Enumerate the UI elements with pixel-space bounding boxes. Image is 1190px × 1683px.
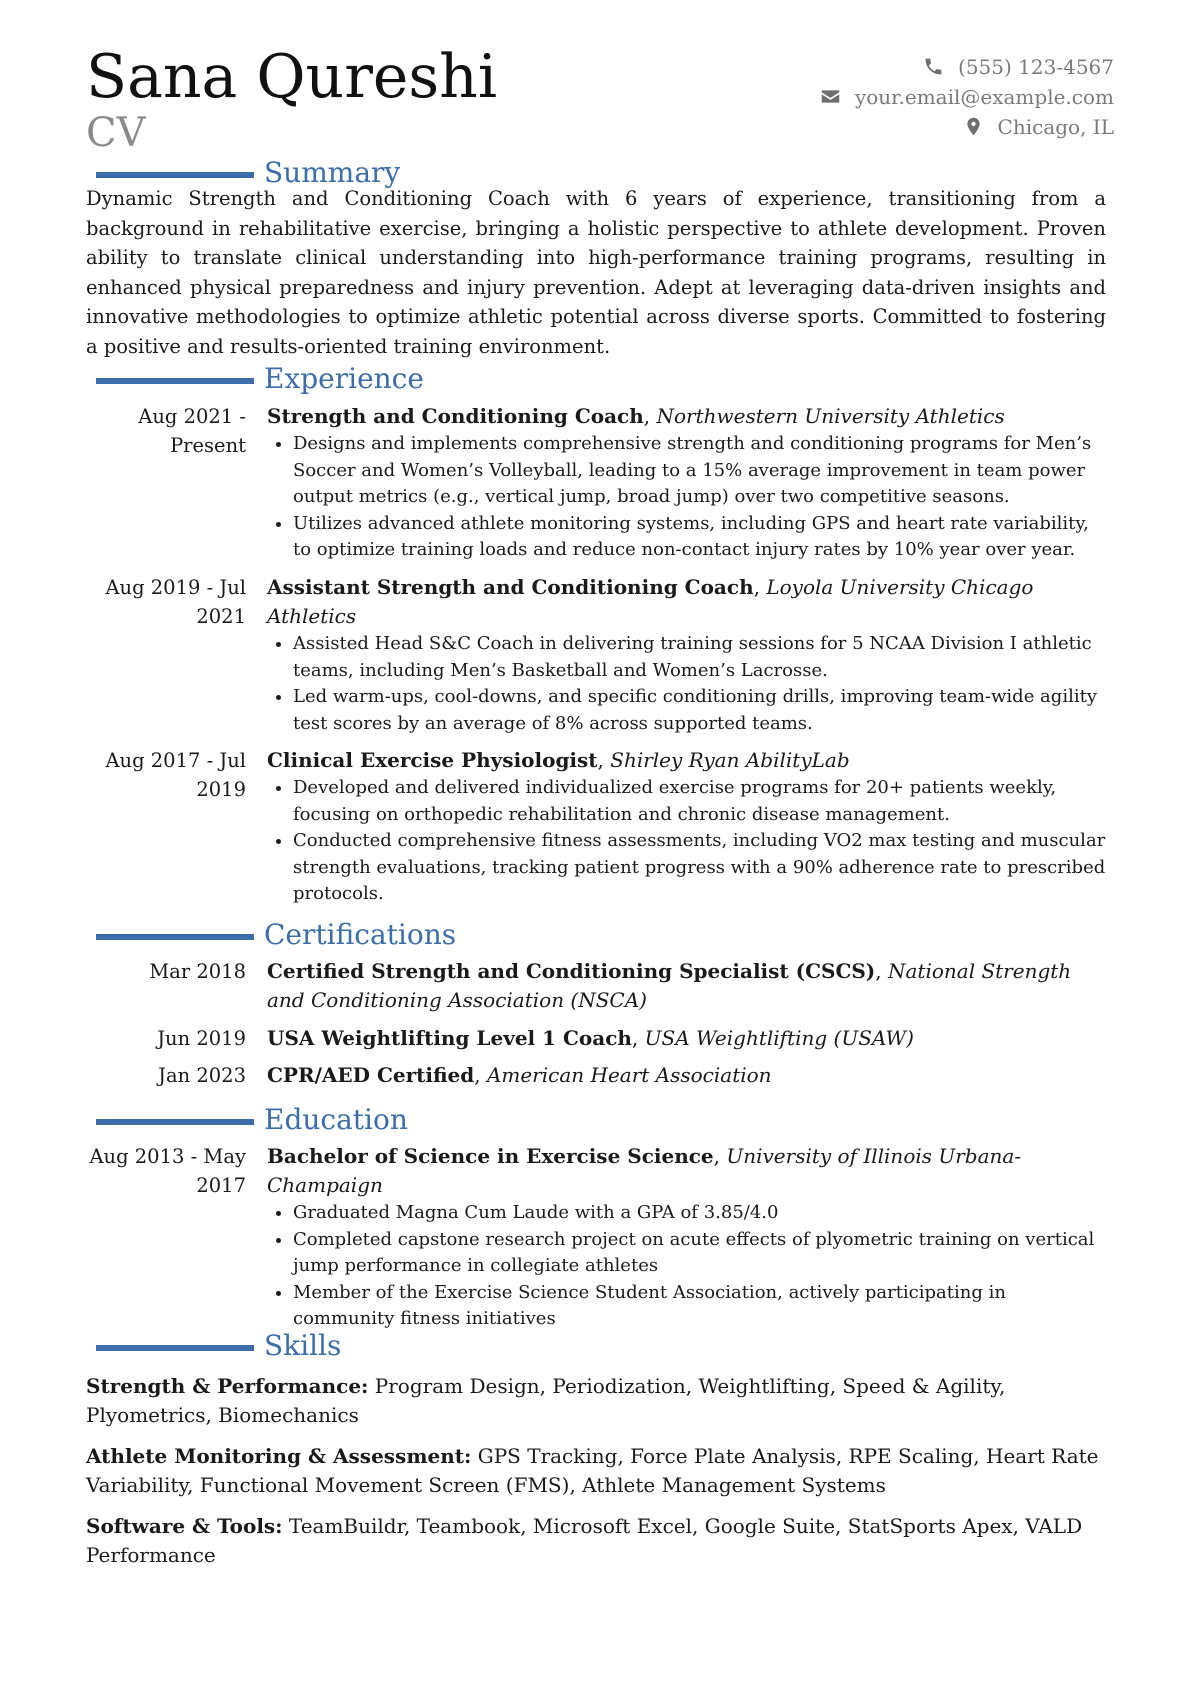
certification-name: USA Weightlifting Level 1 Coach	[267, 1026, 632, 1050]
skill-values: Program Design, Periodization, Weightlifting, Speed & Agility, Plyometrics, Biomechanics	[86, 1374, 1006, 1427]
list-item: • Designs and implements comprehensive strength and conditioning programs for Men’s Soccer and Women’s Volleyball, leading to a 15% average improvement in team power output metrics (e.g., vertical jump, broad jump) over two competitive seasons.	[293, 431, 1106, 511]
job-role: Strength and Conditioning Coach	[267, 404, 644, 428]
section-title: Experience	[264, 361, 424, 395]
entry-title: USA Weightlifting Level 1 Coach, USA Weightlifting (USAW)	[267, 1026, 914, 1050]
list-item: • Graduated Magna Cum Laude with a GPA of 3.85/4.0	[293, 1200, 1106, 1227]
skills-heading	[96, 1325, 341, 1365]
skill-row	[86, 1372, 1110, 1430]
skill-row	[86, 1442, 1110, 1500]
list-item: • Utilizes advanced athlete monitoring systems, including GPS and heart rate variability, to optimize training loads and reduce non-contact injury rates by 10% year over year.	[293, 511, 1106, 564]
skill-category: Athlete Monitoring & Assessment:	[86, 1444, 472, 1468]
map-pin-icon	[963, 116, 984, 137]
job-org: Northwestern University Athletics	[656, 404, 1005, 428]
skill-values: TeamBuildr, Teambook, Microsoft Excel, Google Suite, StatSports Apex, VALD Performance	[86, 1514, 1083, 1567]
location-text: Chicago, IL	[997, 115, 1114, 139]
entry-title: Assistant Strength and Conditioning Coach, Loyola University Chicago Athletics	[267, 575, 1034, 628]
list-item: • Member of the Exercise Science Student Association, actively participating in community fitness initiatives	[293, 1280, 1106, 1333]
bullet-list	[267, 775, 1106, 908]
contact-phone[interactable]	[820, 52, 1114, 82]
entry-date: Aug 2021 - Present	[138, 405, 246, 457]
entry-date: Aug 2019 - Jul 2021	[105, 576, 246, 628]
document-subtitle: CV	[86, 110, 146, 156]
skills-list	[86, 1372, 1110, 1582]
entry-date: Jun 2019	[157, 1027, 246, 1050]
entry-title: Certified Strength and Conditioning Specialist (CSCS), National Strength and Conditioning Association (NSCA)	[267, 959, 1072, 1012]
envelope-icon	[820, 86, 841, 107]
job-role: Assistant Strength and Conditioning Coach	[267, 575, 754, 599]
entry-date: Jan 2023	[158, 1064, 246, 1087]
degree-name: Bachelor of Science in Exercise Science	[267, 1144, 714, 1168]
entry-date: Aug 2013 - May 2017	[89, 1145, 246, 1197]
phone-text: (555) 123-4567	[958, 55, 1114, 79]
skill-category: Software & Tools:	[86, 1514, 283, 1538]
certification-org: National Strength and Conditioning Association (NSCA)	[267, 959, 1072, 1012]
list-item: • Conducted comprehensive fitness assessments, including VO2 max testing and muscular strength evaluations, tracking patient progress with a 90% adherence rate to prescribed protocols.	[293, 828, 1106, 908]
section-divider	[96, 1345, 254, 1351]
entry-title: CPR/AED Certified, American Heart Association	[267, 1063, 772, 1087]
section-title: Summary	[264, 155, 401, 189]
job-org: Loyola University Chicago Athletics	[267, 575, 1034, 628]
section-divider	[96, 934, 254, 940]
certifications-heading	[96, 914, 456, 954]
candidate-name: Sana Qureshi	[86, 42, 498, 112]
list-item: • Assisted Head S&C Coach in delivering training sessions for 5 NCAA Division I athletic teams, including Men’s Basketball and Women’s Lacrosse.	[293, 631, 1106, 684]
entry-date: Aug 2017 - Jul 2019	[105, 749, 246, 801]
section-title: Certifications	[264, 917, 457, 951]
certification-org: USA Weightlifting (USAW)	[644, 1026, 914, 1050]
phone-icon	[923, 56, 944, 77]
section-title: Skills	[264, 1328, 342, 1362]
bullet-list	[267, 631, 1106, 737]
bullet-list	[267, 431, 1106, 564]
job-org: Shirley Ryan AbilityLab	[610, 748, 850, 772]
entry-date: Mar 2018	[149, 960, 246, 983]
section-divider	[96, 378, 254, 384]
certification-name: CPR/AED Certified	[267, 1063, 475, 1087]
skill-category: Strength & Performance:	[86, 1374, 369, 1398]
list-item: • Completed capstone research project on acute effects of plyometric training on vertical jump performance in collegiate athletes	[293, 1227, 1106, 1280]
summary-text: Dynamic Strength and Conditioning Coach with 6 years of experience, transitioning from a background in rehabilitative exercise, bringing a holistic perspective to athlete development. Proven ability to translate clinical understanding into high-performance training programs, resulting in enhanced physical preparedness and injury prevention. Adept at leveraging data-driven insights and innovative methodologies to optimize athletic potential across diverse sports. Committed to fostering a positive and results-oriented training environment.	[86, 187, 1106, 358]
entry-title: Bachelor of Science in Exercise Science, University of Illinois Urbana-Champaign	[267, 1144, 1022, 1197]
bullet-list	[267, 1200, 1106, 1333]
experience-heading	[96, 358, 424, 398]
list-item: • Led warm-ups, cool-downs, and specific conditioning drills, improving team-wide agility test scores by an average of 8% across supported teams.	[293, 684, 1106, 737]
email-text: your.email@example.com	[854, 85, 1114, 109]
certification-org: American Heart Association	[486, 1063, 772, 1087]
education-heading	[96, 1099, 408, 1139]
entry-title: Clinical Exercise Physiologist, Shirley Ryan AbilityLab	[267, 748, 850, 772]
section-divider	[96, 172, 254, 178]
section-title: Education	[264, 1102, 408, 1136]
school-name: University of Illinois Urbana-Champaign	[267, 1144, 1022, 1197]
contact-email[interactable]	[820, 82, 1114, 112]
job-role: Clinical Exercise Physiologist	[267, 748, 598, 772]
entry-title: Strength and Conditioning Coach, Northwestern University Athletics	[267, 404, 1005, 428]
contact-block	[820, 52, 1114, 142]
contact-location	[820, 112, 1114, 142]
certification-name: Certified Strength and Conditioning Specialist (CSCS)	[267, 959, 876, 983]
section-divider	[96, 1119, 254, 1125]
skill-values: GPS Tracking, Force Plate Analysis, RPE Scaling, Heart Rate Variability, Functional Movement Screen (FMS), Athlete Management Systems	[86, 1444, 1099, 1497]
skill-row	[86, 1512, 1110, 1570]
list-item: • Developed and delivered individualized exercise programs for 20+ patients weekly, focusing on orthopedic rehabilitation and chronic disease management.	[293, 775, 1106, 828]
